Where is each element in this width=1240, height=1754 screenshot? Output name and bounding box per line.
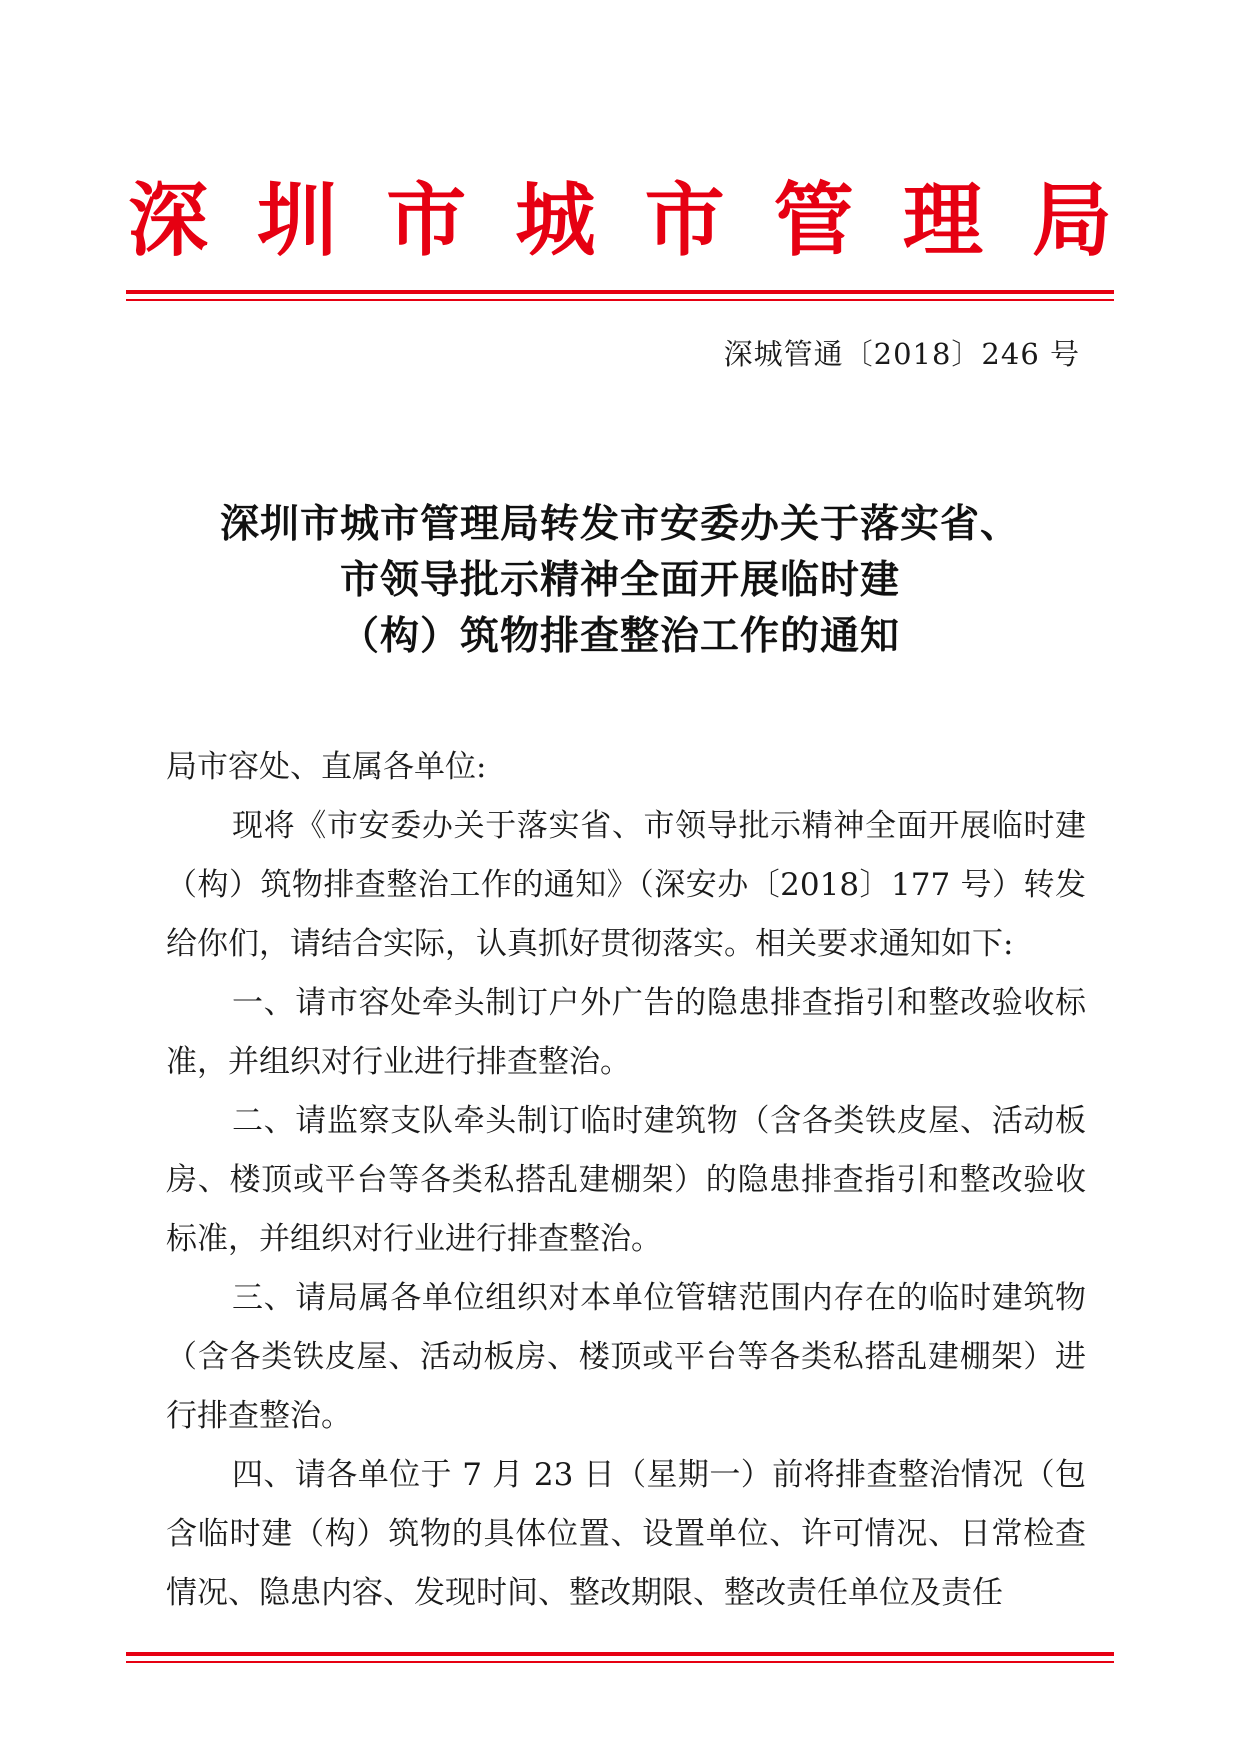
title-line: 市领导批示精神全面开展临时建 [339,557,900,603]
masthead-char: 市 [644,173,725,267]
body-paragraph: 现将《市安委办关于落实省、市领导批示精神全面开展临时建（构）筑物排查整治工作的通知》（深安办〔2018〕177 号）转发给你们，请结合实际，认真抓好贯彻落实。相关要求通知如下: [166,808,1086,962]
masthead-char: 理 [902,173,983,267]
footer-divider-thick [126,1652,1114,1656]
header-divider-thin [126,299,1114,301]
title-line: 深圳市城市管理局转发市安委办关于落实省、 [219,501,1020,547]
body-paragraph: 二、请监察支队牵头制订临时建筑物（含各类铁皮屋、活动板房、楼顶或平台等各类私搭乱建棚架）的隐患排查指引和整改验收标准，并组织对行业进行排查整治。 [166,1103,1086,1257]
masthead-char: 管 [773,173,854,267]
body-paragraph: 四、请各单位于 7 月 23 日（星期一）前将排查整治情况（包含临时建（构）筑物的具体位置、设置单位、许可情况、日常检查情况、隐患内容、发现时间、整改期限、整改责任单位及责任 [166,1457,1086,1611]
masthead-char: 城 [515,173,596,267]
masthead-char: 市 [386,173,467,267]
agency-masthead [128,170,1112,270]
masthead-char: 深 [128,173,208,267]
masthead-char: 局 [1031,173,1112,267]
body-paragraph: 三、请局属各单位组织对本单位管辖范围内存在的临时建筑物（含各类铁皮屋、活动板房、楼顶或平台等各类私搭乱建棚架）进行排查整治。 [166,1280,1086,1434]
footer-divider-thin [126,1661,1114,1663]
header-divider-thick [126,290,1114,294]
document-title [126,496,1114,664]
salutation: 局市容处、直属各单位: [166,749,487,785]
masthead-char: 圳 [257,173,338,267]
document-number: 深城管通〔2018〕246 号 [723,337,1080,371]
document-body [166,738,1086,1623]
title-line: （构）筑物排查整治工作的通知 [339,613,900,659]
body-paragraph: 一、请市容处牵头制订户外广告的隐患排查指引和整改验收标准，并组织对行业进行排查整治。 [166,985,1086,1080]
